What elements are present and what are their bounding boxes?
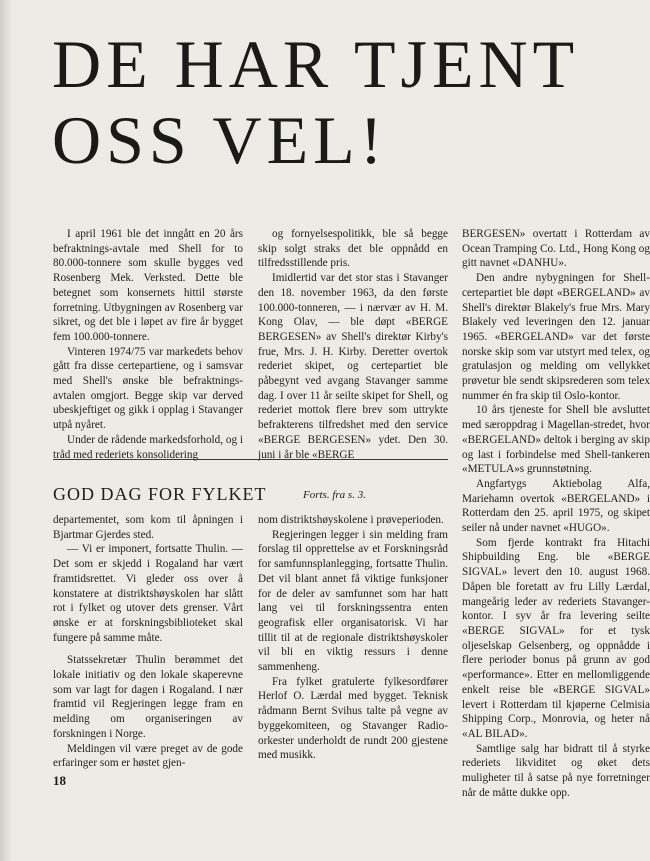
article-paragraph: Vinteren 1974/75 var markedets behov gått fra disse certepartiene, og i samsvar med Shell's ønske ble befraktnings-avtalen omgjort. Begge skip var derved ubeskjeftiget og gikk i opplag i Stavanger utpå nyåret.	[53, 345, 243, 432]
section-paragraph: Meldingen vil være preget av de gode erfaringer som er høstet gjen-	[53, 742, 243, 770]
article-paragraph: Den andre nybygningen for Shell-certepartiet ble døpt «BERGELAND» av Shell's direktør Blakely's frue Mrs. Mary Blakely ved leveringen den 12. januar 1965. «BERGELAND» var det første norske skip som var utstyrt med telex, og gratulasjon og melding om vellykket prøvetur ble sendt skipsrederen som telex nummer én fra skip til Oslo-kontor.	[462, 272, 650, 402]
article-paragraph: Samtlige salg har bidratt til å styrke rederiets likviditet og øket dets muligheter til å satse på nye forretninger når de måtte dukke opp.	[462, 742, 650, 799]
article-column-3	[462, 227, 650, 800]
continued-note: Forts. fra s. 3.	[303, 489, 366, 501]
section-paragraph: Regjeringen legger i sin melding fram forslag til opprettelse av et Forskningsråd for samfunnsplanlegging, fortsatte Thulin. Det vil blant annet få viktige funksjoner for de deler av samfunnet som har hatt lang vei til forskningssentra enten geografisk eller organisatorisk. Vi har tillit til at de regionale distriktshøyskoler vil bli en viktig ressurs i denne sammenheng.	[258, 528, 448, 674]
headline	[52, 26, 642, 178]
article-paragraph: og fornyelsespolitikk, ble så begge skip solgt straks det ble oppnådd en tilfredsstillende pris.	[258, 228, 448, 270]
section-paragraph: departementet, som kom til åpningen i Bjartmar Gjerdes sted.	[53, 514, 243, 541]
section-paragraph: nom distriktshøyskolene i prøveperioden.	[258, 514, 444, 526]
article-paragraph: Under de rådende markedsforhold, og i tråd med rederiets konsolidering	[53, 433, 243, 461]
section-title: GOD DAG FOR FYLKET	[53, 484, 267, 504]
headline-line-2: OSS VEL!	[52, 102, 388, 178]
article-paragraph: Imidlertid var det stor stas i Stavanger den 18. november 1963, da den første 100.000-tonneren, — i nærvær av H. M. Kong Olav, — ble døpt «BERGE BERGESEN» av Shell's direktør Kirby's frue, Mrs. J. H. Kirby. Deretter overtok rederiet skipet, og certepartiet ble påbegynt ved avgang Stavanger samme dag. I over 11 år seilte skipet for Shell, og rederiet mottok flere brev som uttrykte befrakterens tilfredshet med den service «BERGE BERGESEN» ydet. Den 30. juni i år ble «BERGE	[258, 272, 448, 461]
section-column-1	[53, 513, 243, 771]
section-column-2	[258, 513, 448, 763]
article-paragraph: Som fjerde kontrakt fra Hitachi Shipbuilding Eng. ble «BERGE SIGVAL» levert den 10. august 1968. Dåpen ble foretatt av fru Lilly Lærdal, mangeårig leder av rederiets Stavanger-kontor. I syv år fra levering seilte «BERGE SIGVAL» for et tysk oljeselskap Gelsenberg, og oppnådde i flere perioder bonus på grunn av god «performance». Etter en mellomliggende enkelt reise ble «BERGE SIGVAL» levert i Rotterdam til kjøperne Celmisia Shipping Corp., Monrovia, og heter nå «AL BILAD».	[462, 536, 650, 740]
article-column-2	[258, 227, 448, 462]
section-paragraph: — Vi er imponert, fortsatte Thulin. — Det som er skjedd i Rogaland har vært framtidsrettet. Vi gleder oss over å konstatere at distriktshøyskolen har slått rot i fylket og utover dets grenser. Vårt ønske er at forskningsbiblioteket skal fungere på samme måte.	[53, 543, 243, 644]
article-column-1	[53, 227, 243, 462]
article-paragraph: Angfartygs Aktiebolag Alfa, Mariehamn overtok «BERGELAND» i Rotterdam den 25. april 1975, og skipet seiler nå under navnet «HUGO».	[462, 477, 650, 535]
article-paragraph: I april 1961 ble det inngått en 20 års befraktnings-avtale med Shell for to 80.000-tonnere som skulle bygges ved Rosenberg Mek. Verksted. Dette ble betegnet som konsernets hittil største forretning. Utbygningen av Rosenberg var sikret, og det ble i løpet av fire år bygget fem 100.000-tonnere.	[53, 228, 243, 343]
section-divider	[53, 459, 448, 460]
article-paragraph: BERGESEN» overtatt i Rotterdam av Ocean Tramping Co. Ltd., Hong Kong og gitt navnet «DANHU».	[462, 228, 650, 270]
page-binding-shadow	[0, 0, 12, 861]
page-number: 18	[53, 773, 66, 788]
headline-line-1: DE HAR TJENT	[52, 26, 580, 102]
section-paragraph: Statssekretær Thulin berømmet det lokale initiativ og den lokale skaperevne som var lagt for dagen i Rogaland. I nær framtid vil Regjeringen legge fram en melding om organiseringen av forskningen i Norge.	[53, 654, 243, 740]
section-paragraph: Fra fylket gratulerte fylkesordfører Herlof O. Lærdal med bygget. Teknisk rådmann Bernt Svihus talte på vegne av byggekomiteen, og Stavanger Radio-orkester underholdt de rundt 200 gjestene med musikk.	[258, 675, 448, 762]
article-paragraph: 10 års tjeneste for Shell ble avsluttet med særoppdrag i Magellan-stredet, hvor «BERGELAND» deltok i berging av skip og last i forbindelse med Shell-tankeren «METULA»s grunnstøtning.	[462, 404, 650, 476]
